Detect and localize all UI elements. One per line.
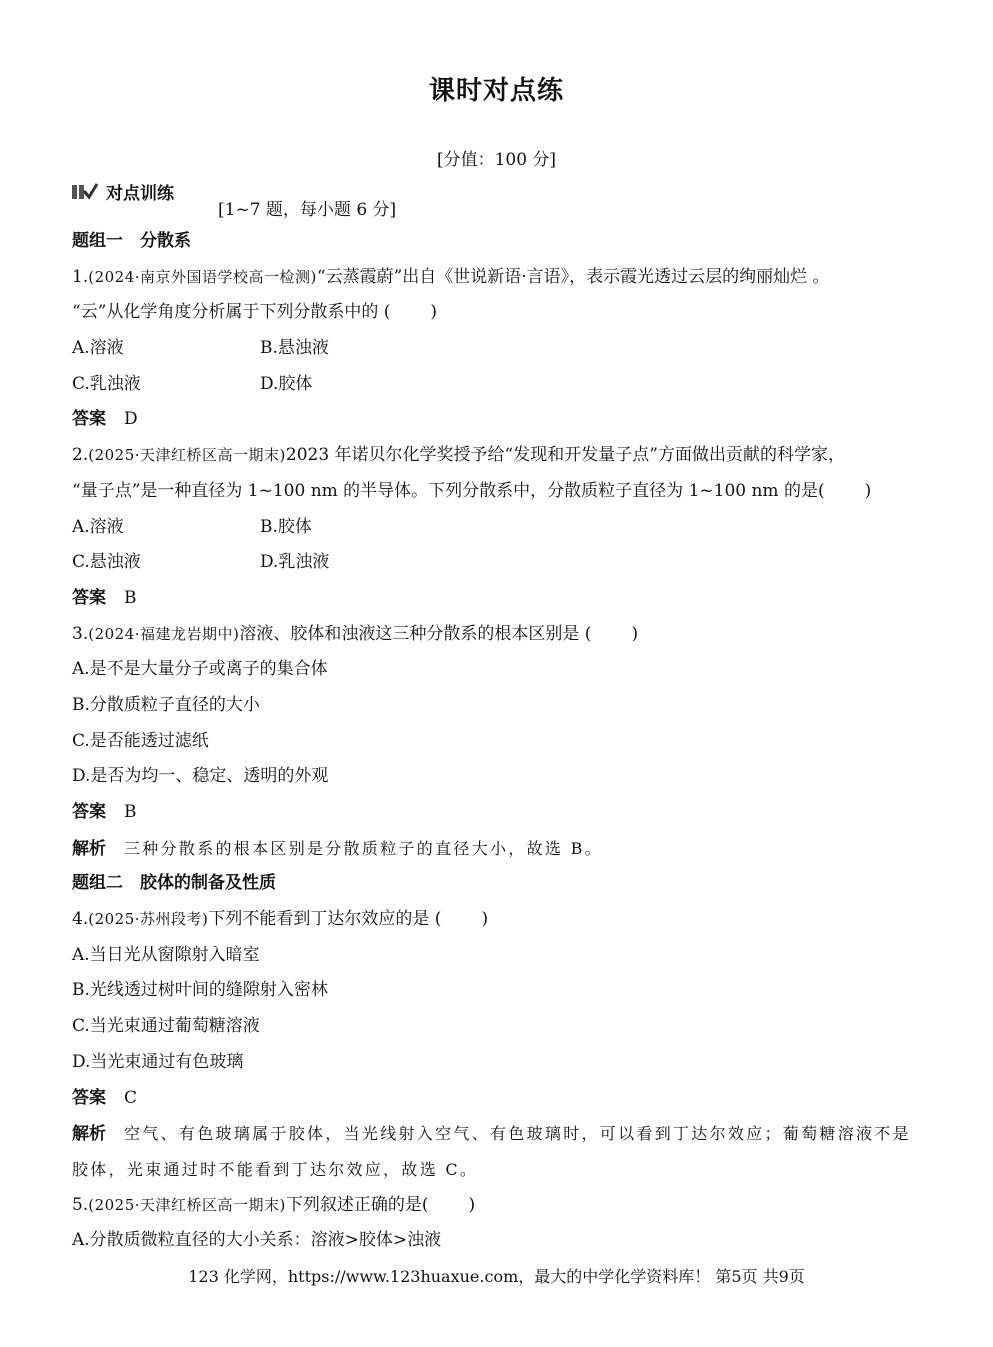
answer-value: C bbox=[124, 1087, 138, 1108]
option: B.胶体 bbox=[260, 516, 312, 537]
question-text: 下列不能看到丁达尔效应的是 ( bbox=[208, 909, 442, 930]
question-number: 4. bbox=[72, 909, 89, 930]
section-note: [1~7 题，每小题 6 分] bbox=[218, 200, 397, 220]
question-source: (2025·苏州段考) bbox=[88, 910, 209, 929]
question-stem-continued bbox=[72, 295, 922, 331]
explanation-text: 胶体，光束通过时不能看到丁达尔效应，故选 C。 bbox=[72, 1159, 479, 1179]
group-heading: 题组一 分散系 bbox=[72, 231, 191, 251]
question-stem bbox=[72, 617, 922, 653]
question-stem bbox=[72, 902, 922, 938]
question-stem bbox=[72, 438, 922, 474]
option: D.乳浊液 bbox=[260, 552, 330, 573]
question-stem bbox=[72, 1188, 922, 1224]
answer-line bbox=[72, 402, 922, 438]
option: B.悬浊液 bbox=[260, 338, 329, 359]
explanation-line-continued bbox=[72, 1152, 922, 1188]
page-footer: 123 化学网，https://www.123huaxue.com，最大的中学化学资料库！ 第5页 共9页 bbox=[188, 1267, 805, 1286]
option: A.当日光从窗隙射入暗室 bbox=[72, 944, 260, 965]
answer-line bbox=[72, 795, 922, 831]
question-list bbox=[72, 224, 922, 1259]
paren-close: ) bbox=[468, 1194, 476, 1215]
option-row bbox=[72, 367, 922, 403]
question-number: 5. bbox=[72, 1194, 89, 1215]
section-title: 对点训练 bbox=[106, 184, 174, 204]
option: D.胶体 bbox=[260, 373, 313, 394]
paren-close: ) bbox=[430, 302, 438, 323]
option-row bbox=[72, 510, 922, 546]
question-source: (2024·南京外国语学校高一检测) bbox=[88, 267, 317, 286]
paren-close: ) bbox=[481, 909, 489, 930]
question-text: 2023 年诺贝尔化学奖授予给“发现和开发量子点”方面做出贡献的科学家， bbox=[285, 445, 845, 466]
question-text: “云蒸霞蔚”出自《世说新语·言语》，表示霞光透过云层的绚丽灿烂 。 bbox=[316, 266, 830, 287]
answer-label: 答案 bbox=[72, 587, 106, 608]
option: A.溶液 bbox=[72, 516, 124, 537]
answer-line bbox=[72, 1081, 922, 1117]
option-row bbox=[72, 331, 922, 367]
paren-close: ) bbox=[864, 480, 872, 501]
answer-label: 答案 bbox=[72, 1087, 106, 1108]
question-stem-continued bbox=[72, 474, 922, 510]
question-text: 下列叙述正确的是( bbox=[285, 1194, 429, 1215]
option: C.当光束通过葡萄糖溶液 bbox=[72, 1016, 260, 1037]
option: B.分散质粒子直径的大小 bbox=[72, 694, 260, 715]
answer-value: D bbox=[124, 409, 138, 430]
explanation-line bbox=[72, 1116, 922, 1152]
option: C.是否能透过滤纸 bbox=[72, 730, 209, 751]
answer-value: B bbox=[124, 587, 137, 608]
question-source: (2024·福建龙岩期中) bbox=[88, 624, 240, 643]
option: D.是否为均一、稳定、透明的外观 bbox=[72, 766, 329, 787]
option: A.是不是大量分子或离子的集合体 bbox=[72, 659, 328, 680]
answer-value: B bbox=[124, 802, 137, 822]
explanation-label: 解析 bbox=[72, 838, 106, 859]
question-number: 2. bbox=[72, 445, 89, 466]
answer-line bbox=[72, 581, 922, 617]
question-text: 溶液、胶体和浊液这三种分散系的根本区别是 ( bbox=[239, 623, 592, 644]
question-text: “量子点”是一种直径为 1~100 nm 的半导体。下列分散系中，分散质粒子直径为 1~100 nm 的是( bbox=[72, 480, 825, 501]
answer-label: 答案 bbox=[72, 409, 106, 430]
question-number: 1. bbox=[72, 266, 89, 287]
option: A.溶液 bbox=[72, 338, 124, 359]
option: B.光线透过树叶间的缝隙射入密林 bbox=[72, 980, 328, 1001]
page-title: 课时对点练 bbox=[428, 76, 564, 106]
option: A.分散质微粒直径的大小关系：溶液>胶体>浊液 bbox=[72, 1230, 442, 1251]
question-number: 3. bbox=[72, 623, 89, 644]
question-source: (2025·天津红桥区高一期末) bbox=[88, 446, 286, 465]
section-header bbox=[72, 179, 174, 204]
checklist-icon bbox=[72, 183, 98, 201]
explanation-text: 三种分散系的根本区别是分散质粒子的直径大小，故选 B。 bbox=[124, 838, 603, 858]
question-stem bbox=[72, 260, 922, 296]
group-heading: 题组二 胶体的制备及性质 bbox=[72, 873, 276, 894]
paren-close: ) bbox=[631, 623, 639, 644]
explanation-label: 解析 bbox=[72, 1124, 106, 1145]
question-source: (2025·天津红桥区高一期末) bbox=[88, 1195, 286, 1214]
option: C.悬浊液 bbox=[72, 552, 141, 573]
option-row bbox=[72, 545, 922, 581]
score-value: [分值：100 分] bbox=[436, 150, 557, 170]
question-text: “云”从化学角度分析属于下列分散系中的 ( bbox=[72, 302, 391, 323]
option: D.当光束通过有色玻璃 bbox=[72, 1051, 244, 1072]
option: C.乳浊液 bbox=[72, 373, 141, 394]
explanation-text: 空气、有色玻璃属于胶体，当光线射入空气、有色玻璃时，可以看到丁达尔效应；葡萄糖溶液不是 bbox=[124, 1124, 911, 1144]
explanation-line bbox=[72, 831, 922, 867]
answer-label: 答案 bbox=[72, 802, 106, 822]
